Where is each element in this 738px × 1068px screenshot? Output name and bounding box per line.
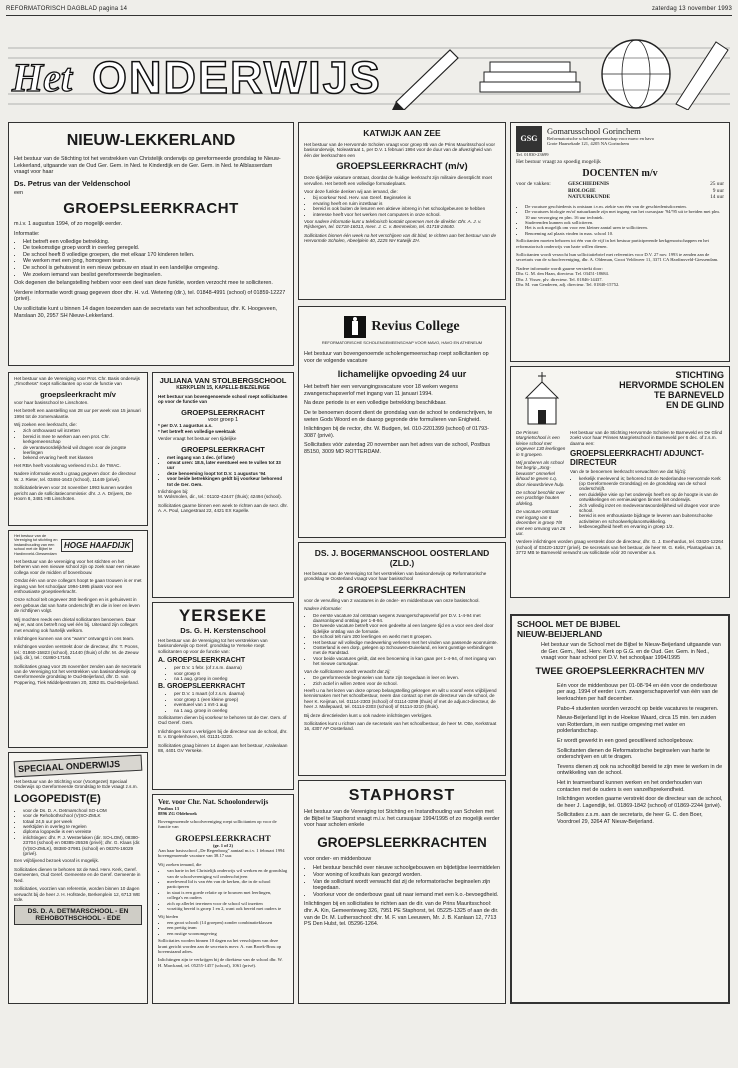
- ad-text: Het RBA heeft vooralsnog verleend m.b.t. de TWAC.: [14, 462, 121, 468]
- list-item: • Het betreft een volledige betrekking.: [23, 239, 288, 246]
- page-header-date: zaterdag 13 november 1993: [651, 6, 732, 12]
- ad-linschoten: [8, 372, 148, 526]
- list-item: • voor groep 1 (een kleine groep): [174, 697, 288, 702]
- ad-oldebroek: [152, 794, 294, 1004]
- list-item: • met ingang van 1 dec. (of later): [167, 455, 288, 460]
- school-phone: Tel. 01830-23699: [516, 152, 549, 157]
- ad-intro: Het bestuur van de Stichting tot het verstrekken van Christelijk onderwijs op gereformeerde grondslag te Nieuw-Lekkerland, uitgaande van de Oud Ger. Gem. in Ned. te Kinderdijk en de Ger. Gem. in Ned. te Alblasserdam vraagt voor haar: [14, 156, 281, 176]
- list-item: • Het bestuur wil volledige medewerking verlenen met het vinden van passende woonruimte.: [313, 640, 500, 645]
- ad-bullets: [516, 204, 724, 236]
- ad-text: * per D.V. 1 augustus a.s.: [158, 423, 213, 429]
- ad-job: groepsleerkracht m/v: [40, 389, 116, 399]
- side-text: Wij proberen als school het begrip „Jong-bewuste" onmerkel ikhoud te geven c.q. door nieuwsbrieve hulp.: [516, 460, 565, 487]
- ad-text: Eén voor de middenbouw per 01-08-'94 en één voor de onderbouw per aug. 1994 of eerder i.v.m. zwangerschapsverlof van één van de leerkrachten per half december.: [557, 682, 718, 702]
- school-name: Revius College: [371, 319, 460, 334]
- ad-bullets: [304, 613, 500, 667]
- ad-bullets: [158, 455, 288, 487]
- ad-job: TWEE GROEPSLEERKRACHTEN M/V: [535, 665, 705, 677]
- list-item: • bereid is ook buiten de lesuren een aktieve inbreng in het schoolgebeuren te hebben: [313, 206, 500, 211]
- ad-bullets: [14, 808, 142, 857]
- ad-text: Aan haar basisschool „De Regenboog" aantaal m.i.v. 1 februari 1994 bovengenoemde vacature van 38.17 uur.: [158, 848, 285, 859]
- ad-text: Het in teamverband kunnen werken en het onderhouden van contacten met de ouders is een vanzelfsprekendheid.: [557, 779, 703, 793]
- ad-text: Dhr. G. M. den Haan, directeur. Tel. 03451-18684.: [516, 271, 609, 277]
- ad-text: Inlichtingen zijn te verkrijgen bij de direkteur van de school dhr. W. H. Marckand, tel. 05255-1457 (school), 1061 (privé).: [158, 957, 283, 968]
- ad-text: Pabo-4 studenten worden verzocht op beide vacatures te reageren.: [557, 705, 719, 712]
- ad-text: De te benoemen docent dient de grondslag van de school te onderschrijven, te weten Gods Woord en de daarop gegronde drie formulieren van Enigheid.: [304, 409, 493, 423]
- list-item: • in staat is een goede relatie op te bouwen met leerlingen, collega's en ouders: [167, 890, 288, 901]
- ad-text: Het bestuur van bovengenoemde school roept sollicitanten op voor de functie van: [158, 394, 288, 405]
- ad-school: Ds. Petrus van der Veldenschool: [14, 178, 131, 188]
- list-item: • bij voorkeur Ned. Herv. van Geref. Beginselen is: [313, 195, 500, 200]
- ad-text: Inlichtingen bij de rector, dhr. W. Budgen, tel. 010-2201399 (school) of 01793-3087 (privé).: [304, 426, 489, 439]
- globe-icon: [598, 36, 674, 112]
- ad-text: Nieuw-Beijerland ligt in de Hoekse Waard, circa 15 min. ten zuiden van Rotterdam, in een rustige omgeving met water en polderlandschap.: [557, 715, 717, 735]
- ad-text: Inlichtingen worden verstrekt door de directeur, dhr. T. Poons, tel.: 01860-15823 (school), 21440 (thuis) of dhr. M. de Zeeuw (adj. dir.), tel.: 01860-17165.: [14, 644, 139, 661]
- list-item: • een prettig team: [167, 925, 288, 930]
- list-item: • Het is ook mogelijk om voor een kleiner aantal uren te solliciteren.: [525, 225, 724, 230]
- ad-sub: Ds. G. H. Kerstenschool: [180, 626, 266, 635]
- list-item: • bekend ervaring heeft met klassen: [23, 455, 142, 460]
- list-item: • Studerenden kunnen ook solliciteren.: [525, 220, 724, 225]
- page-header-left: REFORMATORISCH DAGBLAD pagina 14: [6, 6, 128, 12]
- ad-sub: (gr. 1 of 2): [213, 842, 233, 848]
- ad-title: DS. J. BOGERMANSCHOOL OOSTERLAND (ZLD.): [314, 548, 490, 568]
- list-item: • Zich actief in willen zetten voor de school.: [313, 681, 500, 686]
- ad-text: Sollicitaties gaarne binnen een week te richten aan de secr. dhr. A. A. Poul, Langestraat 22, 4421 EX Kapelle.: [158, 502, 288, 514]
- ad-text: Wij bieden: [158, 913, 179, 919]
- banner-het: Het: [12, 55, 72, 100]
- vak-name: GESCHIEDENIS: [568, 181, 610, 187]
- side-text: De school beschikt over een prachtige houten afdeling.: [516, 490, 565, 506]
- ad-text: Sollicitaties dienen te behoren tot de Ned. Herv. Kerk, Geref. Gemeenten, Oud Geref. Gemeente en de Geref. Gemeente in Ned.: [14, 866, 141, 883]
- list-item: • De eerste vacature zal ontstaan wegens zwangerschapsverlof per D.V. 1-4-94 met daarsonlopend ontslag per 1-8-94.: [313, 613, 500, 624]
- ad-title: NIEUW-LEKKERLAND: [66, 132, 236, 149]
- ad-yerseke: [152, 602, 294, 790]
- ad-job: B. GROEPSLEERKRACHT: [158, 683, 246, 691]
- list-item: • werktijden in overleg te regelen: [23, 824, 142, 829]
- ad-nieuw-beijerland: [510, 614, 730, 1004]
- ad-text: Sollicitaties kunt u richten aan de secretaris van het schoolbestuur, de heer M. Otte, Kerkstraat 16, 4307 AP Oosterland.: [304, 720, 497, 732]
- ad-barneveld: [510, 366, 730, 598]
- list-item: • De toekomstige groep wordt in overleg geregeld.: [23, 245, 288, 252]
- ad-text: Inlichtingen bij:: [158, 489, 189, 495]
- ad-text: Deze tijdelijke vakature ontstaat, doordat de huidige leerkracht zijn militaire dienstplicht moet vervullen. Het betreft een volledige formatieplaats.: [304, 175, 492, 186]
- vak-hours: 25 uur: [710, 181, 724, 187]
- list-item: • een groot schoolt (14 groepen) zonder combinatieklassen: [167, 920, 288, 925]
- list-item: • voor beide betrekkingen geldt bij voorkeur behorend tot de Ger. Gem.: [167, 476, 288, 487]
- ad-title: SPECIAAL ONDERWIJS: [14, 755, 143, 778]
- ad-nieuw-lekkerland: [8, 122, 294, 366]
- ad-job: GROEPSLEERKRACHT: [63, 200, 239, 218]
- list-item: • interesse heeft voor het werken met computers in onze school.: [313, 212, 500, 217]
- list-item: • Voorkeur voor de onderbouw gaat uit naar iemand met een k.o.-bevoegdheid.: [313, 892, 500, 899]
- ad-text: * het betreft een volledige weektaak: [158, 428, 236, 434]
- vak-hours: 14 uur: [710, 194, 724, 201]
- ad-title: STICHTING: [675, 370, 724, 380]
- ad-text: Dhr. J. Visser, plv. directeur. Tel. 01846-14437.: [516, 276, 603, 282]
- ad-hoge-haafdijk: [8, 530, 148, 748]
- list-item: • deze benoeming loopt tot D.V. 1 augustus '94: [167, 471, 288, 476]
- list-item: • zich op allerlei terreinen voor de school wil inzetten: [167, 901, 288, 906]
- ad-text: Dhr. M. van Genderen, adj. directeur. Tel. 01840-15752.: [516, 282, 620, 288]
- ad-text: Ook degenen die belangstelling hebben voor een deel van deze funktie, worden verzocht mee te solliciteren.: [14, 280, 273, 287]
- ad-text: Sollicitanten moeten behoren tot één van de vijf in het bestuur participerende kerkgenootschappen en het reformatorisch onderwijs van harte willen dienen.: [516, 238, 709, 249]
- ad-text: Het bestuur van de Vereniging tot het verstrekken van basisonderwijs op Reformatorische grondslag te Oosterland vraagt voor haar basisschool: [304, 571, 487, 582]
- ad-text: Sollicitanten dienen bij voorkeur te behoren tot de Ger. Gem. of Oud Geref. Gem.: [158, 715, 287, 726]
- list-item: • inlichtingen: dhr. P. J. Westerlaken (dir. SO-LOM), 08380-23704 (school) en 08385-25536 (privé); dhr. G. Klaas (dir. (V)SO-ZMLK), 08380-37981 (school) en 08376-16029 (privé).: [23, 835, 142, 857]
- vakken-label: voor de vakken:: [516, 181, 551, 187]
- list-item: • voor groep 6: [174, 671, 288, 676]
- ad-bullets: [14, 428, 142, 460]
- list-item: • De vacature geschiedenis is ontstaan i.v.m. ziekte van één van de geschiedenisdocenten.: [525, 204, 724, 209]
- list-item: • De vacatures biologie en/of natuurkunde zijn met ingang van het cursusjaar '94/'95 uit te breiden met plm. 10 uur verzorging en plm. 16 uur techniek.: [525, 209, 724, 220]
- list-item: • diploma logopedie is een vereiste: [23, 829, 142, 834]
- ad-sub: Postbus 13: [158, 806, 180, 811]
- ad-title: YERSEKE: [178, 606, 268, 625]
- ad-text: Sollicitatiebrieven voor 24 november 1993 kunnen worden gericht aan de sollicitatiecommissie: dhr. J. A. Drijvers, De Hoorn 8, 3481 HB Linschoten.: [14, 485, 133, 501]
- ad-text: Voor deze funktie denken wij aan iemand, die:: [304, 189, 398, 195]
- ad-gomarus: [510, 122, 730, 362]
- list-item: • voor de Rehobothschool (V)SO-ZMLK: [23, 813, 142, 818]
- list-item: • Benoeming zal plaats vinden in max. school 10.: [525, 231, 724, 236]
- ad-text: Sollicitaties, voorzien van referentie, worden binnen 10 dagen verwacht bij de heer J. H. Hofstede, Berkenplein 12, 6713 WE Ede.: [14, 886, 141, 902]
- ad-text: Bij deze directieleden kunt u ook nadere inlichtingen verkrijgen.: [304, 712, 433, 718]
- ad-bullets: [14, 239, 288, 279]
- ad-job: DOCENTEN m/v: [582, 168, 658, 179]
- list-item: • vorzittig bereid is groep 1 en 2, want ook bereid met ouders te: [167, 906, 288, 911]
- list-item: • Voor woning of kosthuis kan gezorgd worden.: [313, 872, 500, 879]
- ad-bullets: [304, 195, 500, 217]
- ad-title: Ver. voor Chr. Nat. Schoolonderwijs: [158, 798, 269, 806]
- ad-katwijk: [298, 122, 506, 300]
- ad-sub: 8896 ZG Oldebroek: [158, 811, 197, 817]
- ad-text: Verder vraagt het bestuur een tijdelijke: [158, 436, 237, 442]
- list-item: • voor de Ds. D. A. Detmarschool SO-LOM: [23, 808, 142, 813]
- ad-title: SCHOOL MET DE BIJBEL NIEUW-BEIJERLAND: [517, 619, 621, 639]
- ad-job: lichamelijke opvoeding 24 uur: [337, 369, 467, 380]
- ad-text: Het bestuur van de Vereniging tot stichting en instandhouding van een school met de Bijbel te Hardinxveld-Giessendam: [14, 534, 58, 556]
- list-item: • Voor beide vacatures geldt, dat een benoeming in kan gaan per 1-4-94, of met ingang van het nieuwe cursusjaar.: [313, 656, 500, 667]
- ad-title: JULIANA VAN STOLBERGSCHOOL: [159, 376, 287, 385]
- ad-text: Het betreft hier een vervangingsvacature voor 18 weken wegens zwangerschapsverlof met ingang van 11 januari 1994.: [304, 384, 459, 397]
- ad-text: Uw sollicitatie kunt u binnen 14 dagen toezenden aan de secretaris van het schoolbestuur, dhr. K. Hoogeveen, Marslaan 30, 2957 SH Nieuw-Lekkerland.: [14, 305, 278, 319]
- list-item: • omvat uren: 18.5, later eventueel een te vullen tot 33 uur: [167, 460, 288, 471]
- list-item: • De tweede vacature betreft voor een gedeelte al een langere tijd en a voor een deel door tijdelijke ontslag van de formatie.: [313, 623, 500, 634]
- ad-job: GROEPSLEERKRACHT: [181, 407, 265, 417]
- ad-job: GROEPSLEERKRACHT: [175, 832, 271, 843]
- vak-name: BIOLOGIE: [568, 187, 596, 194]
- ad-job: GROEPSLEERKRACHT: [181, 444, 265, 454]
- list-item: • totaal 24,5 uur per week: [23, 819, 142, 824]
- banner: [8, 34, 730, 114]
- ad-text: Wij zoeken een leerkracht, die:: [14, 422, 77, 428]
- ad-text: Het bestuur van de Vereniging tot het verstrekken van basisonderwijs op Geref. grondslag te Yerseke roept sollicitanten op voor de functie van:: [158, 638, 268, 654]
- ad-text: Inlichtingen kunt u verkrijgen bij de directeur van de school, dhr. E. v. Engelenhoven, tel. 01131-3220.: [158, 728, 288, 740]
- ad-text: Bovengenoemde schoolvereniging roept sollicitanten op voor de functie van: [158, 818, 277, 830]
- ad-title: TE BARNEVELD: [653, 390, 724, 400]
- list-item: • De school heeft 8 volledige groepen, die met elkaar 170 kinderen tellen.: [23, 252, 288, 259]
- ruler-icon: [672, 38, 730, 110]
- ad-text: Van de te benoemen leerkracht verwachten we dat hij/zij:: [570, 469, 687, 475]
- ad-job: 2 GROEPSLEERKRACHTEN: [338, 584, 466, 596]
- ad-text: Sollicitanten wordt verzocht hun sollicitatiebrief met referenties voor D.V. 27 nov. 1993 te zenden aan de secretaris van de schoolvereniging, dhr. A. Oldeman, Groot Veldiweer 11, 3371 CA Hardinxveld-Giessendam.: [516, 252, 719, 263]
- list-item: • per D.V. 1 maart (of z.s.m. daarna): [174, 691, 288, 696]
- ad-text: Sollicitaties graag binnen 14 dagen aan het bestuur, Azalealaan 88, 4401 GV Yerseke.: [158, 742, 288, 754]
- vakken-table: [516, 181, 724, 201]
- list-item: • van harte in het Christelijk onderwijs wil werken en de grondslag van de schoolvereniging wil onderschrijven: [167, 868, 288, 879]
- list-item: • Oosterland is een dorp, gelegen op Schouwen-Duiveland, en kent gunstige verbindingen met de Randstad.: [313, 645, 500, 656]
- ad-address: KERKPLEIN 15, KAPELLE-BIEZELINGE: [176, 385, 270, 391]
- ad-text: voor haar basisschool te Linschoten.: [14, 399, 89, 405]
- side-text: De vacature ontstaat met ingang van 6 december in groep 7/8 met een omvang van 26 uur.: [516, 509, 566, 536]
- list-item: • zich volledig inzet en medeverantwoordelijkheid wil dragen voor onze school.: [579, 503, 724, 514]
- vak-name: NATUURKUNDE: [568, 194, 611, 201]
- revius-logo-icon: [344, 316, 366, 338]
- ad-title: HERVORMDE SCHOLEN: [619, 380, 724, 390]
- ad-footer: DS. D. A. DETMARSCHOOL - EN REHOBOTHSCHOOL - EDE: [14, 905, 142, 925]
- list-item: • Het bestuur beschikt over nieuwe schoolgebouwen en bijdetijdse leermiddelen: [313, 865, 500, 872]
- school-address: Grote Haarsekade 121, 4205 NA Gorinchem: [547, 141, 629, 147]
- ad-text: Een vrijblijvend bezoek vooraf is mogelijk.: [14, 858, 100, 864]
- ad-text: Sollicitaties vóór zaterdag 20 november aan het adres van de school, Postbus 85150, 3009 MD ROTTERDAM.: [304, 442, 491, 455]
- ad-bullets: [304, 675, 500, 686]
- list-item: • bereid is een enthousiaste bijdrage te leveren aan buitenschoolse activiteiten en schoolwerkplanontwikkeling.: [579, 513, 724, 524]
- ad-bullets: [158, 868, 288, 911]
- ad-text: Inlichtingen bij en sollicitaties te richten aan de dir. van de Prins Mauritsschool: dhr. A. Kin, Gemeenteweg 326, 7951 PE Staphorst, tel. 05225-1325 of aan de dir. van de Dr. M. Luthersschool: dhr. M. F. van Leeuwen, Mr. J. B. Kanlaan 12, 7713 PS Den Hulst, tel. 05296-1264.: [304, 901, 499, 928]
- ad-bullets: [570, 476, 724, 530]
- ad-text: Voor nadere informatie kunt u telefonisch kontakt opnemen met de direktie: Dhr. A. J. v. Rijsbergen, tel. 01718-16013, mevr. J. C. v. Bemmelom, tel. 01718-24640.: [304, 219, 482, 230]
- ad-text: Sollicitanten dienen de Reformatorische beginselen van harte te onderschrijven en uit te dragen.: [557, 747, 710, 761]
- ad-text: Sollicitaties graag voor 25 november zenden aan de secretaris van de Vereniging tot het verstrekken van basisonderwijs op Gereformeerde grondslag te Oud-Beijerland, dhr. D. van Poppering, Tiek Middelpestraten 20, 3262 EL Oud-Beijerland.: [14, 663, 142, 685]
- list-item: • kerkelijk meelevend is; behorend tot de Nederlandse Hervormde Kerk (op Gereformeerde Grondslag) en de grondslag van de school onderschrijft.: [579, 476, 724, 492]
- ad-job: A. GROEPSLEERKRACHT: [158, 657, 246, 665]
- ad-text: Inlichtingen kunnen van ons "warm" ontvangst in ons team.: [14, 635, 135, 641]
- ad-info-heading: Informatie:: [14, 230, 40, 237]
- ad-text: Het bestuur vraagt zo spoedig mogelijk: [516, 159, 601, 166]
- ad-text: Het bestuur van de Stichting Hervormde Scholen te Barneveld en De Glind zoekt voor haar Prinses Margrietschool in Barneveld per 6 dec. of z.s.m. daarna een:: [570, 430, 723, 446]
- ad-text: Het bestuur van de Stichting voor (Voortgezet) Speciaal Onderwijs op Gereformeerde Grondslag te Ede vraagt z.s.m.: [14, 779, 138, 790]
- ad-text: Nadere informatie:: [304, 606, 342, 612]
- ad-text: Inlichtingen worden gaarne verstrekt door de directeur van de school, de heer J. Lagendijk, tel. 01869-1842 (school) of 01869-2244 (privé).: [557, 796, 723, 809]
- ad-bogerman: [298, 542, 506, 776]
- pencil-icon: [388, 40, 468, 110]
- ad-text: voor groep 1: [207, 416, 239, 423]
- ad-text: Het bestuur van de Vereniging voor Prot. Chr. Basis onderwijs „Timotheüs” roept sollicitanten op voor de functie van: [14, 376, 140, 387]
- ad-text: Het bestuur van de Hervormde Scholen vraagt voor groep 8b van de Prins Mauritsschool voor basisonderwijs, Noleastraat 1, per D.V. 1 februari 1994 voor de duur van de afwezigheid van één der leerkrachten een: [304, 142, 495, 158]
- ad-bullets: [304, 865, 500, 898]
- list-item: • De gereformeerde beginselen van harte zijn toegedaan in leer en leven.: [313, 675, 500, 680]
- ad-speciaal-onderwijs: [8, 752, 148, 1004]
- ad-title: HOGE HAAFDIJK: [61, 539, 133, 552]
- list-item: • meelevend lid is van één van de kerken, die in de school participeren: [167, 879, 288, 890]
- list-item: • na 1 aug. groep in overleg: [174, 708, 288, 713]
- ad-job: GROEPSLEERKRACHT (m/v): [336, 161, 468, 173]
- ad-job: GROEPSLEERKRACHT/ ADJUNCT-DIRECTEUR: [570, 449, 704, 468]
- ad-text: Verdere informatie wordt graag gegeven door dhr. H. v.d. Wetering (dir.), tel. 01848-4991 (school) of 01859-12227 (privé).: [14, 289, 286, 303]
- ad-text: Onze school telt ongeveer 360 leerlingen en is gehuisvest in een gebouw dat van harte onderschrijft en die in leer en leven de richtlijnen volgt.: [14, 597, 140, 614]
- list-item: • De school telt ruim 200 leerlingen en werkt met 8 groepen.: [313, 634, 500, 639]
- ad-text: Omdat één van onze collega's hoopt te gaan trouwen is er met ingang van het schooljaar 1994-1995 plaats voor een enthousiaste groepsleerkracht.: [14, 578, 142, 595]
- ad-text: Het bestuur van de vereniging voor het stichten en het beheren van een nieuwe school zijn op zoek naar een nieuwe collega voor de midden of bovenbouw.: [14, 559, 140, 575]
- vak-hours: 9 uur: [712, 187, 724, 194]
- church-icon: [516, 370, 568, 430]
- ad-text: Van de sollicitanten wordt verwacht dat zij:: [304, 668, 391, 674]
- ad-start: m.i.v. 1 augustus 1994, of zo mogelijk eerder.: [14, 221, 123, 228]
- ad-text: Het bestuur van de School met de Bijbel te Nieuw-Beijerland uitgaande van de Ger. Gem., Ned. Herv. Kerk op G.G. en de Oud. Ger. Gem. in Ned., vraagt voor haar school per D.V. het schooljaar 1994/1995: [541, 642, 721, 662]
- list-item: • een rustige woonomgeving: [167, 931, 288, 936]
- ad-text: voor onder- en middenbouw: [304, 855, 372, 862]
- ad-text: Wij mochten reeds een drietal sollicitanten benoemen. Daar wij er, wat ons betreft nog wel één bij. Uiteraard zijn collega's met ervaring ook hartelijk welkom.: [14, 616, 138, 633]
- list-item: • De school is gehuisvest in een nieuw gebouw en staat in een landelijke omgeving.: [23, 265, 288, 272]
- ad-text: M. Wolsmolen, dir., tel.: 01102-42447 (thuis); 42494 (school).: [158, 494, 282, 500]
- ad-job: LOGOPEDIST(E): [14, 792, 101, 805]
- ad-text: Er wordt gewerkt in een goed geoutilleerd schoolgebouw.: [557, 737, 694, 744]
- school-sub: Reformatorische scholengemeenschap voor mavo en havo: [547, 136, 655, 141]
- ad-text: Het bestuur van bovengenoemde scholengemeenschap roept sollicitanten op voor de volgende vacature: [304, 351, 489, 364]
- ad-text: Sollicitaties worden binnen 10 dagen na het verschijnen van deze krant gericht worden aan de secretaris mevr. A. van Broek-Brou op bovenstaand adres.: [158, 938, 282, 954]
- ad-juliana: [152, 372, 294, 598]
- ad-text: Na deze periode is er een volledige betrekking beschikbaar.: [304, 400, 447, 407]
- list-item: • de verantwoordelijkheid wil dragen voor de jongste leerlingen: [23, 445, 142, 456]
- list-item: • zich onthouwast wil inzetten: [23, 428, 142, 433]
- list-item: • een duidelijke visie op het onderwijs heeft en op de hoogte is van de ontwikkelingen en vernieuwingen binnen het onderwijs.: [579, 492, 724, 503]
- list-item: • We werken met een jong, homogeen team.: [23, 258, 288, 265]
- ad-text: Tevens dienen zij ook na schooltijd bereid te zijn mee te werken in de ontwikkeling van de school.: [557, 763, 723, 777]
- ad-text: Het betreft een aanstelling van 28 uur per week van 15 januari 1994 tot de zomervakantie.: [14, 408, 141, 419]
- books-icon: [478, 54, 588, 104]
- ad-revius: [298, 306, 506, 538]
- list-item: • na 1 aug. groep in overleg: [174, 676, 288, 681]
- ad-text: Het bestuur van de Vereniging tot Stichting en Instandhouding van Scholen met de Bijbel te Staphorst vraagt m.i.v. het cursusjaar 1994/1995 of zo mogelijk eerder voor haar scholen enkele: [304, 809, 500, 829]
- ad-bullets: [158, 691, 288, 713]
- ad-text: Heeft u na het lezen van deze oproep belangstelling gekregen en wilt u vooraf eens vrijblijvend kennismaken met het schoolbestuur, neem dan contact op met de directeur van de school, de heer K. Keijman, tel. 01114-2303 (school) of 01114-3299 (thuis) of met de adjunct-directeur, de heer J. Mallepaard, tel. 01114-2303 (school) of 01114-3210 (thuis).: [304, 687, 497, 710]
- school-sub: REFORMATORISCHE SCHOLENGEMEENSCHAP VOOR MAVO, HAVO EN ATHENEUM: [321, 340, 483, 345]
- ad-text: Nadere informatie wordt u graag gegeven door: de directeur W. J. Rieter, tel. 03484-1643 (school), 11449 (privé).: [14, 471, 137, 482]
- list-item: • lesbevoegdheid heeft en ervaring in groep 1/2.: [579, 524, 724, 529]
- list-item: • Van de sollicitant wordt verwacht dat zij de reformatorische beginselen zijn toegedaan.: [313, 879, 500, 892]
- ad-bullets: [158, 665, 288, 681]
- list-item: • ervaring heeft en ruim inzetbaar is: [313, 201, 500, 206]
- list-item: • eventueel van 1 mrt-1 aug: [174, 702, 288, 707]
- ad-staphorst: [298, 780, 506, 1004]
- ad-text: Verdere inlichtingen worden graag verstrekt door de directeur, dhr. G. J. Everhardus, tel. 03420-12264 (school) of 03420-15227 (privé). De secretaris van het bestuur, de heer W. G. Kelis, Plantagelaan 16, 3772 MB te Barneveld verwacht uw sollicitatie vóór 20 november a.s.: [516, 539, 724, 556]
- list-item: • We zoeken iemand van beslist gereformeerde beginselen.: [23, 272, 288, 279]
- school-name: Gomarusschool Gorinchem: [547, 126, 641, 136]
- ad-title: EN DE GLIND: [665, 400, 724, 410]
- ad-text: Sollicitaties binnen één week na het verschijnen van dit blad, te richten aan het bestuur van de Hervormde Scholen, Abeelplein 40, 2225 NH Katwijk ZH.: [304, 232, 497, 244]
- ad-title: STAPHORST: [348, 787, 456, 804]
- header-rule: [6, 15, 732, 16]
- ad-text: Sollicitaties z.s.m. aan de secretaris, de heer G. C. den Boer, Voordroel 29, 3264 AT Nieuw-Beijerland.: [557, 812, 703, 825]
- ad-job: GROEPSLEERKRACHTEN: [317, 834, 487, 850]
- ad-title: KATWIJK AAN ZEE: [363, 128, 441, 138]
- side-text: De Prinses Margrietschool is een kleine school met ongeveer 130 leerlingen in 5 groepen.: [516, 430, 566, 457]
- ad-text: voor de vervulling van 2 vacatures in de onder- en middenbouw van onze basisschool.: [304, 597, 480, 603]
- ad-bullets: [158, 920, 288, 936]
- gsg-logo: GSG: [516, 126, 542, 152]
- list-item: • per D.V. 1 febr. (of z.s.m. daarna): [174, 665, 288, 670]
- banner-word: ONDERWIJS: [92, 52, 382, 103]
- ad-text: Wij zoeken iemand, die: [158, 861, 202, 867]
- list-item: • bereid is mee te werken aan een prot. Chr. kerkgemeenschap: [23, 434, 142, 445]
- ad-text: Nadere informatie wordt gaarne verstrekt door:: [516, 265, 603, 271]
- ad-een: een: [14, 189, 23, 196]
